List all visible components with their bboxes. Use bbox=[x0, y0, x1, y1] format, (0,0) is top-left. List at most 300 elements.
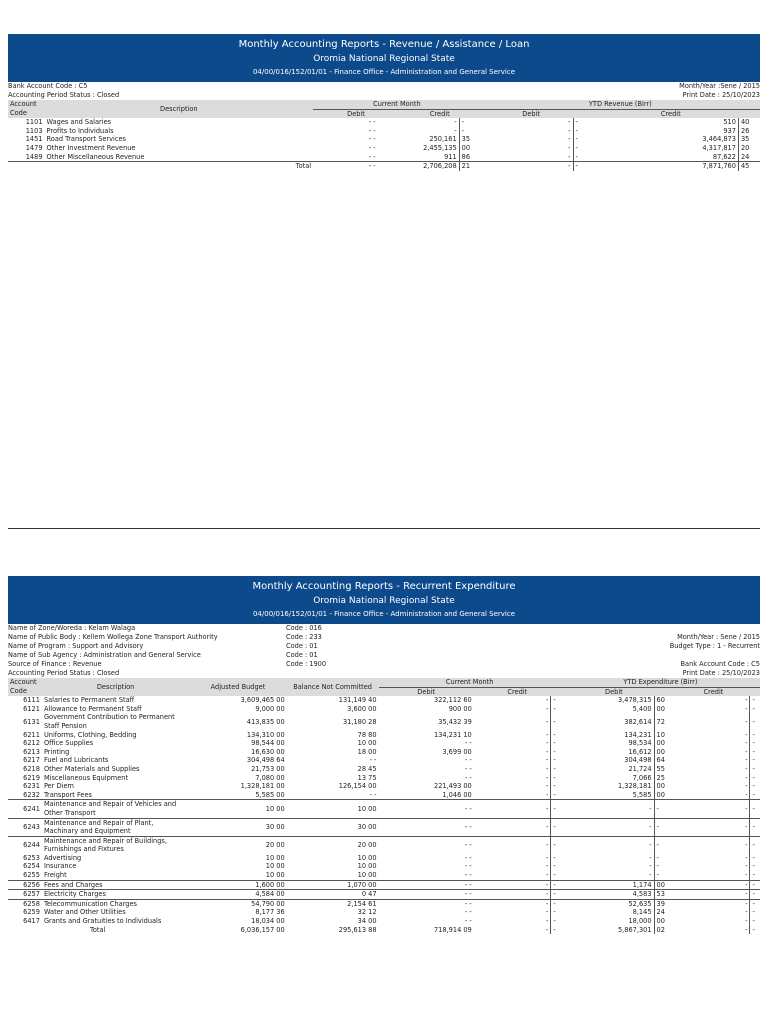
cm-debit: - - bbox=[464, 764, 472, 773]
cm-debit: - - bbox=[464, 890, 472, 899]
adjusted-budget: 10 00 bbox=[265, 804, 285, 813]
adjusted-budget: 6,036,157 00 bbox=[240, 925, 285, 934]
ytd-debit-cents: - bbox=[656, 804, 659, 813]
balance-not-committed: 1,070 00 bbox=[347, 880, 377, 889]
col-balance-not-committed: Balance Not Committed bbox=[287, 678, 379, 696]
cm-debit: 1,046 00 bbox=[442, 790, 472, 799]
meta-line bbox=[8, 633, 428, 642]
office-name: 04/00/016/152/01/01 - Finance Office - Administration and General Service bbox=[252, 68, 516, 76]
ytd-debit-cents: 10 bbox=[656, 730, 665, 739]
cm-credit: - bbox=[474, 774, 551, 783]
ytd-debit-cents: - bbox=[575, 135, 578, 144]
ytd-debit: - bbox=[481, 153, 573, 162]
balance-not-committed: 31,180 28 bbox=[342, 717, 377, 726]
cm-credit-cents: 21 bbox=[459, 162, 480, 171]
cm-credit: - bbox=[474, 917, 551, 926]
ytd-debit: - bbox=[481, 118, 573, 127]
ytd-debit-cents: - bbox=[656, 822, 659, 831]
ytd-debit-cents: - bbox=[656, 840, 659, 849]
spacer bbox=[313, 118, 345, 127]
account-code: 6232 bbox=[23, 790, 40, 799]
cm-debit: 718,914 09 bbox=[434, 925, 472, 934]
ytd-debit-cents: 72 bbox=[656, 717, 665, 726]
adjusted-budget: 5,585 00 bbox=[255, 790, 285, 799]
total-label: Total bbox=[89, 925, 106, 934]
ytd-debit-cents: 53 bbox=[656, 890, 665, 899]
cm-credit: - bbox=[474, 791, 551, 800]
ytd-debit-cents: - bbox=[656, 871, 659, 880]
ytd-credit-cents: 26 bbox=[740, 126, 750, 135]
account-description: Government Contribution to Permanent Staff Pension bbox=[43, 713, 175, 730]
cm-debit: 3,699 00 bbox=[442, 747, 472, 756]
cm-debit: - - bbox=[368, 135, 376, 144]
total-row bbox=[8, 162, 760, 171]
adjusted-budget: 16,630 00 bbox=[251, 747, 285, 756]
cm-credit-cents: - bbox=[553, 890, 556, 899]
cm-debit: - - bbox=[368, 143, 376, 152]
expenditure-table bbox=[8, 678, 760, 934]
table-row bbox=[8, 756, 760, 765]
adjusted-budget: 18,034 00 bbox=[251, 917, 285, 926]
account-description: Fuel and Lubricants bbox=[43, 756, 109, 765]
account-code: 1479 bbox=[25, 143, 43, 152]
table-row bbox=[8, 899, 760, 908]
balance-not-committed: 20 00 bbox=[357, 840, 377, 849]
cm-credit-cents: - bbox=[553, 747, 556, 756]
col-ytd-credit: Credit bbox=[582, 109, 760, 118]
cm-credit-cents: - bbox=[553, 925, 556, 934]
office-name: 04/00/016/152/01/01 - Finance Office - Administration and General Service bbox=[252, 610, 516, 618]
ytd-debit: - bbox=[561, 862, 654, 871]
ytd-credit-cents: - bbox=[752, 696, 755, 705]
account-code: 6121 bbox=[23, 704, 40, 713]
ytd-credit-cents: - bbox=[752, 908, 755, 917]
table-row bbox=[8, 696, 760, 705]
adjusted-budget: 10 00 bbox=[265, 871, 285, 880]
account-description: Grants and Gratuities to Individuals bbox=[43, 917, 162, 926]
cm-credit-cents: - bbox=[553, 782, 556, 791]
cm-debit: - - bbox=[464, 739, 472, 748]
ytd-debit-cents: 64 bbox=[656, 756, 665, 765]
table-row bbox=[8, 890, 760, 900]
account-description: Water and Other Utilities bbox=[43, 908, 126, 917]
cm-debit: - - bbox=[464, 804, 472, 813]
report-meta bbox=[8, 624, 760, 678]
ytd-debit: - bbox=[561, 871, 654, 880]
table-row bbox=[8, 871, 760, 880]
cm-credit-cents: 86 bbox=[461, 152, 471, 161]
ytd-debit: 5,400 bbox=[561, 705, 654, 714]
account-description: Wages and Salaries bbox=[46, 118, 112, 127]
adjusted-budget: 20 00 bbox=[265, 840, 285, 849]
ytd-credit-cents: - bbox=[752, 840, 755, 849]
account-code: 6211 bbox=[23, 730, 40, 739]
ytd-debit: - bbox=[561, 836, 654, 854]
account-description: Maintenance and Repair of Buildings, Furnishings and Fixtures bbox=[43, 836, 167, 854]
ytd-credit: - bbox=[667, 731, 750, 740]
ytd-credit: - bbox=[667, 774, 750, 783]
meta-name: Name of Zone/Woreda : Kelam Walaga bbox=[8, 624, 136, 632]
table-row bbox=[8, 908, 760, 917]
ytd-debit-cents: 00 bbox=[656, 747, 665, 756]
ytd-debit: 18,000 bbox=[561, 917, 654, 926]
table-row bbox=[8, 782, 760, 791]
col-ytd-credit: Credit bbox=[667, 687, 760, 696]
account-code: 6244 bbox=[23, 840, 40, 849]
account-description: Transport Fees bbox=[43, 790, 92, 799]
balance-not-committed: 78 80 bbox=[357, 730, 377, 739]
ytd-debit-cents: 02 bbox=[656, 925, 665, 934]
ytd-credit-cents: - bbox=[752, 853, 755, 862]
cm-credit: - bbox=[474, 871, 551, 880]
ytd-credit: 937 bbox=[582, 127, 739, 136]
col-ytd-debit: Debit bbox=[561, 687, 667, 696]
cm-debit: - - bbox=[464, 840, 472, 849]
ytd-debit-cents: 55 bbox=[656, 764, 665, 773]
account-code: 6231 bbox=[23, 782, 40, 791]
account-code: 1489 bbox=[25, 152, 43, 161]
cm-debit: - - bbox=[464, 871, 472, 880]
ytd-debit: 1,174 bbox=[561, 880, 654, 890]
cm-credit: - bbox=[474, 765, 551, 774]
balance-not-committed: 32 12 bbox=[357, 908, 377, 917]
ytd-debit-cents: 00 bbox=[656, 790, 665, 799]
ytd-credit: - bbox=[667, 800, 750, 818]
ytd-credit: - bbox=[667, 696, 750, 705]
table-row bbox=[8, 153, 760, 162]
ytd-debit: 4,583 bbox=[561, 890, 654, 900]
ytd-debit-cents: - bbox=[575, 126, 578, 135]
ytd-credit: - bbox=[667, 756, 750, 765]
ytd-credit-cents: - bbox=[752, 782, 755, 791]
ytd-credit: 510 bbox=[582, 118, 739, 127]
spacer bbox=[313, 135, 345, 144]
account-description: Salaries to Permanent Staff bbox=[43, 696, 135, 705]
cm-credit-cents: 35 bbox=[461, 135, 471, 144]
cm-credit-cents: - bbox=[553, 739, 556, 748]
cm-debit: - - bbox=[464, 917, 472, 926]
col-description: Description bbox=[45, 100, 314, 118]
ytd-credit-cents: - bbox=[752, 747, 755, 756]
ytd-debit: - bbox=[561, 818, 654, 836]
cm-credit: 250,161 bbox=[399, 135, 459, 144]
ytd-credit: 7,871,760 bbox=[582, 162, 739, 171]
ytd-debit-cents: 00 bbox=[656, 739, 665, 748]
table-row bbox=[8, 791, 760, 800]
ytd-credit-cents: - bbox=[752, 790, 755, 799]
meta-right-line: Month/Year : Sene / 2015 bbox=[677, 633, 760, 641]
account-description: Per Diem bbox=[43, 782, 74, 791]
meta-name: Source of Finance : Revenue bbox=[8, 660, 102, 668]
ytd-debit: 304,498 bbox=[561, 756, 654, 765]
table-row bbox=[8, 739, 760, 748]
ytd-debit: - bbox=[481, 127, 573, 136]
balance-not-committed: - - bbox=[369, 756, 377, 765]
account-code: 6257 bbox=[23, 890, 40, 899]
ytd-credit: - bbox=[667, 782, 750, 791]
ytd-debit-cents: 00 bbox=[656, 880, 665, 889]
cm-credit-cents: - bbox=[553, 773, 556, 782]
page-divider bbox=[8, 528, 760, 529]
meta-code: Code : 233 bbox=[286, 633, 322, 641]
account-description: Office Supplies bbox=[43, 739, 94, 748]
account-description: Maintenance and Repair of Plant, Machinary and Equipment bbox=[43, 818, 154, 836]
adjusted-budget: 4,584 00 bbox=[255, 890, 285, 899]
ytd-debit: 5,585 bbox=[561, 791, 654, 800]
adjusted-budget: 54,790 00 bbox=[251, 899, 285, 908]
ytd-credit-cents: 45 bbox=[738, 162, 760, 171]
account-description: Freight bbox=[43, 871, 67, 880]
ytd-debit-cents: - bbox=[575, 152, 578, 161]
ytd-credit: - bbox=[667, 908, 750, 917]
balance-not-committed: 18 00 bbox=[357, 747, 377, 756]
cm-credit-cents: - bbox=[553, 862, 556, 871]
cm-debit: - - bbox=[464, 862, 472, 871]
ytd-debit-cents: - bbox=[575, 118, 578, 127]
cm-debit: 35,432 39 bbox=[438, 717, 472, 726]
ytd-credit-cents: - bbox=[752, 925, 755, 934]
cm-debit: - - bbox=[368, 126, 376, 135]
account-code: 6111 bbox=[23, 696, 40, 705]
cm-credit-cents: - bbox=[461, 126, 465, 135]
balance-not-committed: 131,149 40 bbox=[338, 696, 377, 705]
cm-credit-cents: - bbox=[553, 822, 556, 831]
ytd-debit: 52,635 bbox=[561, 899, 654, 908]
ytd-credit-cents: - bbox=[752, 764, 755, 773]
col-adjusted-budget: Adjusted Budget bbox=[189, 678, 286, 696]
ytd-debit: - bbox=[561, 800, 654, 818]
ytd-credit: - bbox=[667, 818, 750, 836]
adjusted-budget: 10 00 bbox=[265, 862, 285, 871]
col-description: Description bbox=[42, 678, 189, 696]
table-row bbox=[8, 118, 760, 127]
adjusted-budget: 7,080 00 bbox=[255, 773, 285, 782]
cm-credit: - bbox=[399, 127, 459, 136]
ytd-credit-cents: - bbox=[752, 730, 755, 739]
account-code: 6218 bbox=[23, 764, 40, 773]
ytd-credit-cents: - bbox=[752, 717, 755, 726]
account-code: 1103 bbox=[25, 126, 43, 135]
meta-line bbox=[8, 624, 428, 633]
cm-credit-cents: - bbox=[553, 804, 556, 813]
col-current-month: Current Month bbox=[379, 678, 561, 687]
balance-not-committed: 10 00 bbox=[357, 739, 377, 748]
col-account: Account bbox=[8, 678, 42, 687]
expenditure-report bbox=[8, 576, 760, 934]
ytd-credit-cents: - bbox=[752, 804, 755, 813]
report-header-banner bbox=[8, 576, 760, 624]
ytd-credit: - bbox=[667, 890, 750, 900]
table-row bbox=[8, 854, 760, 863]
adjusted-budget: 10 00 bbox=[265, 853, 285, 862]
table-row bbox=[8, 765, 760, 774]
ytd-credit-cents: 20 bbox=[740, 143, 750, 152]
adjusted-budget: 98,544 00 bbox=[251, 739, 285, 748]
account-description: Road Transport Services bbox=[46, 135, 126, 144]
account-code: 6243 bbox=[23, 822, 40, 831]
col-ytd-debit: Debit bbox=[481, 109, 582, 118]
cm-credit: - bbox=[474, 739, 551, 748]
balance-not-committed: 3,600 00 bbox=[347, 704, 377, 713]
meta-code: Code : 01 bbox=[286, 642, 318, 650]
table-row bbox=[8, 774, 760, 783]
cm-debit: - - bbox=[464, 773, 472, 782]
account-code: 1101 bbox=[25, 118, 43, 127]
cm-credit: - bbox=[474, 862, 551, 871]
ytd-credit: - bbox=[667, 854, 750, 863]
account-description: Fees and Charges bbox=[43, 880, 103, 889]
cm-credit-cents: - bbox=[553, 871, 556, 880]
meta-name: Accounting Period Status : Closed bbox=[8, 669, 120, 677]
ytd-credit-cents: - bbox=[752, 862, 755, 871]
col-cm-credit: Credit bbox=[399, 109, 481, 118]
col-ytd: YTD Revenue (Birr) bbox=[481, 100, 760, 109]
meta-right-line bbox=[670, 651, 760, 660]
ytd-credit: 87,622 bbox=[582, 153, 739, 162]
spacer bbox=[313, 127, 345, 136]
cm-credit: - bbox=[474, 880, 551, 890]
balance-not-committed: 2,154 61 bbox=[347, 899, 377, 908]
spacer bbox=[313, 144, 345, 153]
table-row bbox=[8, 836, 760, 854]
cm-credit-cents: - bbox=[553, 717, 556, 726]
account-description: Profits to Individuals bbox=[46, 126, 114, 135]
meta-line bbox=[8, 669, 428, 678]
cm-credit: - bbox=[474, 854, 551, 863]
adjusted-budget: 1,328,181 00 bbox=[240, 782, 285, 791]
col-current-month: Current Month bbox=[313, 100, 481, 109]
ytd-credit-cents: - bbox=[752, 917, 755, 926]
ytd-credit: - bbox=[667, 836, 750, 854]
ytd-debit: 21,724 bbox=[561, 765, 654, 774]
account-description: Other Materials and Supplies bbox=[43, 764, 140, 773]
cm-debit: - - bbox=[464, 899, 472, 908]
ytd-credit: - bbox=[667, 765, 750, 774]
table-row bbox=[8, 144, 760, 153]
balance-not-committed: 126,154 00 bbox=[338, 782, 377, 791]
ytd-debit-cents: - bbox=[575, 143, 578, 152]
ytd-debit: - bbox=[481, 162, 573, 171]
meta-name: Name of Program : Support and Advisory bbox=[8, 642, 144, 650]
cm-debit: - - bbox=[464, 880, 472, 889]
bank-account-code: Bank Account Code : C5 bbox=[8, 82, 88, 90]
ytd-credit: - bbox=[667, 880, 750, 890]
revenue-table bbox=[8, 100, 760, 171]
account-description: Other Miscellaneous Revenue bbox=[46, 152, 145, 161]
meta-right-line: Budget Type : 1 - Recurrent bbox=[669, 642, 760, 650]
balance-not-committed: 295,613 88 bbox=[338, 925, 377, 934]
table-row bbox=[8, 880, 760, 890]
ytd-credit: - bbox=[667, 791, 750, 800]
ytd-credit-cents: - bbox=[752, 704, 755, 713]
ytd-debit-cents: 00 bbox=[656, 917, 665, 926]
total-row bbox=[8, 926, 760, 935]
ytd-credit: - bbox=[667, 862, 750, 871]
meta-name: Name of Sub Agency : Administration and General Service bbox=[8, 651, 201, 659]
account-code: 6213 bbox=[23, 747, 40, 756]
cm-credit-cents: - bbox=[553, 899, 556, 908]
cm-credit: - bbox=[474, 782, 551, 791]
total-label: Total bbox=[45, 162, 314, 171]
table-row bbox=[8, 862, 760, 871]
account-description: Allowance to Permanent Staff bbox=[43, 704, 142, 713]
ytd-debit-cents: - bbox=[656, 862, 659, 871]
meta-code: Code : 1900 bbox=[286, 660, 327, 668]
cm-credit-cents: - bbox=[553, 696, 556, 705]
account-description: Miscellaneous Equipment bbox=[43, 773, 129, 782]
cm-credit: - bbox=[474, 800, 551, 818]
adjusted-budget: 304,498 64 bbox=[246, 756, 285, 765]
col-account: Account bbox=[8, 100, 45, 109]
balance-not-committed: 34 00 bbox=[357, 917, 377, 926]
ytd-credit: - bbox=[667, 713, 750, 730]
ytd-debit: 134,231 bbox=[561, 731, 654, 740]
spacer bbox=[8, 926, 42, 935]
cm-credit-cents: - bbox=[553, 730, 556, 739]
balance-not-committed: 28 45 bbox=[357, 764, 377, 773]
ytd-debit: 3,478,315 bbox=[561, 696, 654, 705]
table-row bbox=[8, 917, 760, 926]
ytd-debit: - bbox=[481, 135, 573, 144]
account-code: 6254 bbox=[23, 862, 40, 871]
meta-code: Code : 01 bbox=[286, 651, 318, 659]
cm-credit-cents: - bbox=[553, 764, 556, 773]
cm-debit: 221,493 00 bbox=[434, 782, 472, 791]
cm-debit: 322,112 60 bbox=[434, 696, 472, 705]
ytd-credit-cents: 24 bbox=[740, 152, 750, 161]
cm-credit: - bbox=[474, 926, 551, 935]
col-ytd: YTD Expenditure (Birr) bbox=[561, 678, 760, 687]
print-date: Print Date : 25/10/2023 bbox=[682, 91, 760, 99]
ytd-debit: 8,145 bbox=[561, 908, 654, 917]
ytd-debit: 1,328,181 bbox=[561, 782, 654, 791]
ytd-credit: - bbox=[667, 899, 750, 908]
col-cm-credit: Credit bbox=[474, 687, 561, 696]
cm-credit: - bbox=[474, 890, 551, 900]
ytd-credit: - bbox=[667, 917, 750, 926]
state-name: Oromia National Regional State bbox=[313, 596, 455, 606]
adjusted-budget: 134,310 00 bbox=[246, 730, 285, 739]
account-code: 6259 bbox=[23, 908, 40, 917]
report-title: Monthly Accounting Reports - Revenue / Assistance / Loan bbox=[238, 39, 530, 50]
ytd-credit: - bbox=[667, 705, 750, 714]
account-description: Advertising bbox=[43, 853, 82, 862]
cm-credit: - bbox=[474, 908, 551, 917]
cm-credit-cents: - bbox=[553, 790, 556, 799]
cm-credit-cents: - bbox=[553, 908, 556, 917]
table-row bbox=[8, 135, 760, 144]
account-code: 6219 bbox=[23, 773, 40, 782]
cm-debit: - - bbox=[368, 152, 376, 161]
adjusted-budget: 3,609,465 00 bbox=[240, 696, 285, 705]
cm-credit: 911 bbox=[399, 153, 459, 162]
ytd-debit: 7,066 bbox=[561, 774, 654, 783]
balance-not-committed: 10 00 bbox=[357, 862, 377, 871]
meta-right-line bbox=[670, 624, 760, 633]
col-cm-debit: Debit bbox=[313, 109, 399, 118]
cm-credit: - bbox=[474, 748, 551, 757]
cm-credit-cents: - bbox=[553, 917, 556, 926]
balance-not-committed: 10 00 bbox=[357, 804, 377, 813]
report-title: Monthly Accounting Reports - Recurrent Expenditure bbox=[252, 581, 516, 592]
table-row bbox=[8, 713, 760, 730]
adjusted-budget: 30 00 bbox=[265, 822, 285, 831]
ytd-debit-cents: - bbox=[656, 853, 659, 862]
cm-debit: - - bbox=[345, 162, 399, 171]
ytd-debit-cents: - bbox=[573, 162, 582, 171]
revenue-report bbox=[8, 34, 760, 171]
table-row bbox=[8, 800, 760, 818]
